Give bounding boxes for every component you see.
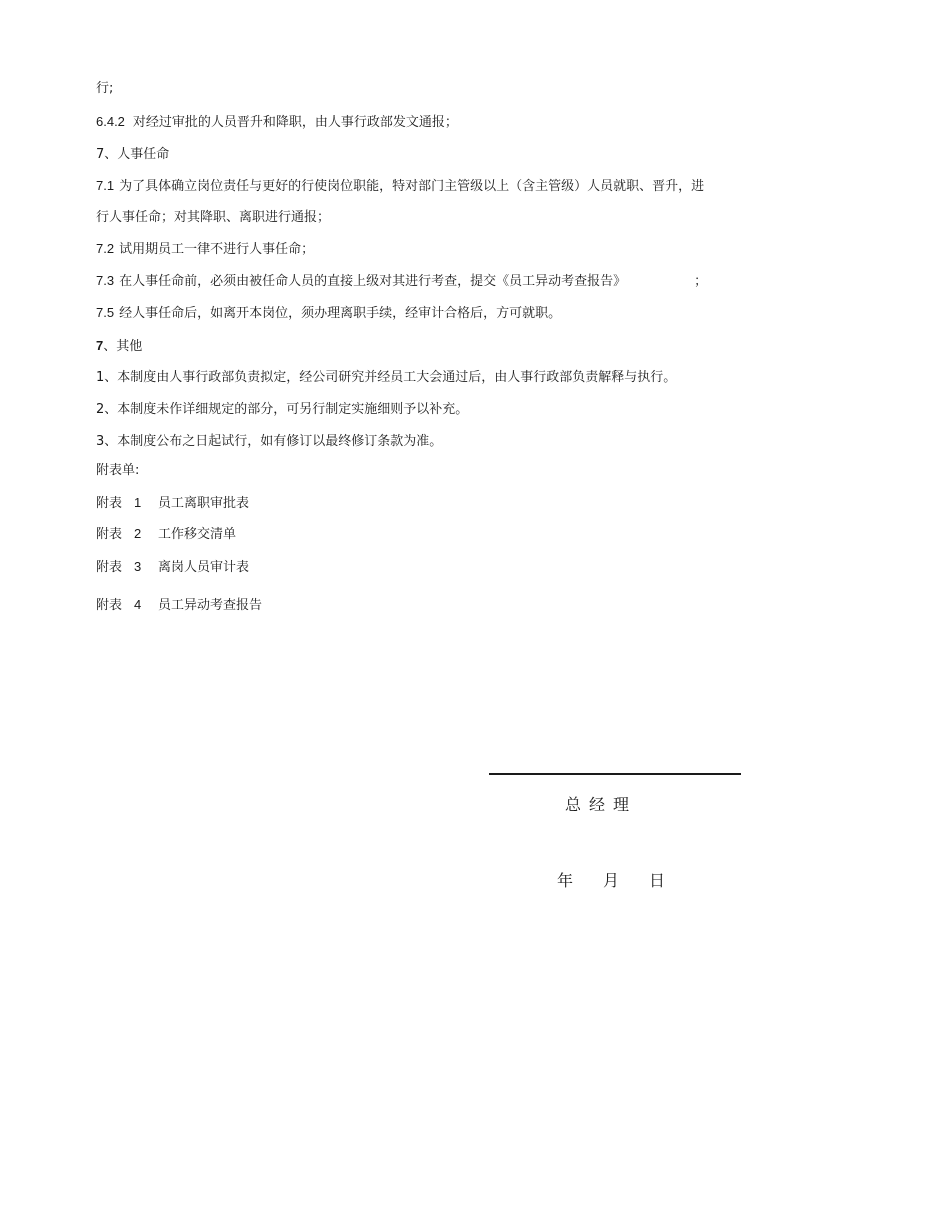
section-title: 、其他 <box>103 339 143 354</box>
appendix-heading: 附表单: <box>96 463 140 478</box>
appendix-name: 员工异动考查报告 <box>158 598 263 613</box>
clause-number: 7.2 <box>96 241 115 256</box>
appendix-label: 附表 <box>96 598 123 613</box>
clause-6-4-2 <box>96 113 458 132</box>
appendix-item <box>96 525 236 544</box>
clause-number: 6.4.2 <box>96 114 125 129</box>
clause-text: 经人事任命后，如离开本岗位，须办理离职手续，经审计合格后，方可就职。 <box>119 306 562 321</box>
appendix-item <box>96 494 249 513</box>
rule-1: 1、本制度由人事行政部负责拟定，经公司研究并经员工大会通过后，由人事行政部负责解释与执行。 <box>96 370 677 385</box>
section-number: 7 <box>96 338 104 353</box>
clause-7-5 <box>96 304 561 323</box>
clause-7-3 <box>96 272 707 291</box>
clause-end-punct: ； <box>694 274 708 289</box>
appendix-index: 3 <box>134 559 142 574</box>
appendix-name: 离岗人员审计表 <box>158 560 250 575</box>
section-heading-other <box>96 337 142 356</box>
clause-number: 7.1 <box>96 178 115 193</box>
appendix-name: 员工离职审批表 <box>158 496 250 511</box>
clause-text: 对经过审批的人员晋升和降职，由人事行政部发文通报； <box>132 115 458 130</box>
clause-7-2 <box>96 240 314 259</box>
clause-text: 在人事任命前，必须由被任命人员的直接上级对其进行考查，提交《员工异动考查报告》 <box>119 274 627 289</box>
rule-3: 3、本制度公布之日起试行，如有修订以最终修订条款为准。 <box>96 434 443 449</box>
appendix-item <box>96 558 249 577</box>
date-day: 日 <box>649 871 666 890</box>
signature-date <box>557 868 665 891</box>
appendix-label: 附表 <box>96 496 123 511</box>
date-month: 月 <box>603 871 620 890</box>
clause-number: 7.5 <box>96 305 115 320</box>
signature-line <box>489 773 741 775</box>
appendix-index: 2 <box>134 526 142 541</box>
section-heading-7: 7、人事任命 <box>96 147 170 162</box>
text-line: 行; <box>96 81 114 96</box>
appendix-label: 附表 <box>96 527 123 542</box>
clause-text: 为了具体确立岗位责任与更好的行使岗位职能，特对部门主管级以上（含主管级）人员就职、晋升，进 <box>119 179 705 194</box>
signature-title: 总经理 <box>565 795 638 814</box>
clause-number: 7.3 <box>96 273 115 288</box>
appendix-index: 4 <box>134 597 142 612</box>
rule-2: 2、本制度未作详细规定的部分，可另行制定实施细则予以补充。 <box>96 402 469 417</box>
clause-7-1-continued: 行人事任命；对其降职、离职进行通报； <box>96 210 331 225</box>
clause-text: 试用期员工一律不进行人事任命； <box>119 242 315 257</box>
date-year: 年 <box>557 871 574 890</box>
appendix-label: 附表 <box>96 560 123 575</box>
clause-7-1 <box>96 177 704 196</box>
appendix-item <box>96 596 262 615</box>
appendix-name: 工作移交清单 <box>158 527 237 542</box>
appendix-index: 1 <box>134 495 142 510</box>
